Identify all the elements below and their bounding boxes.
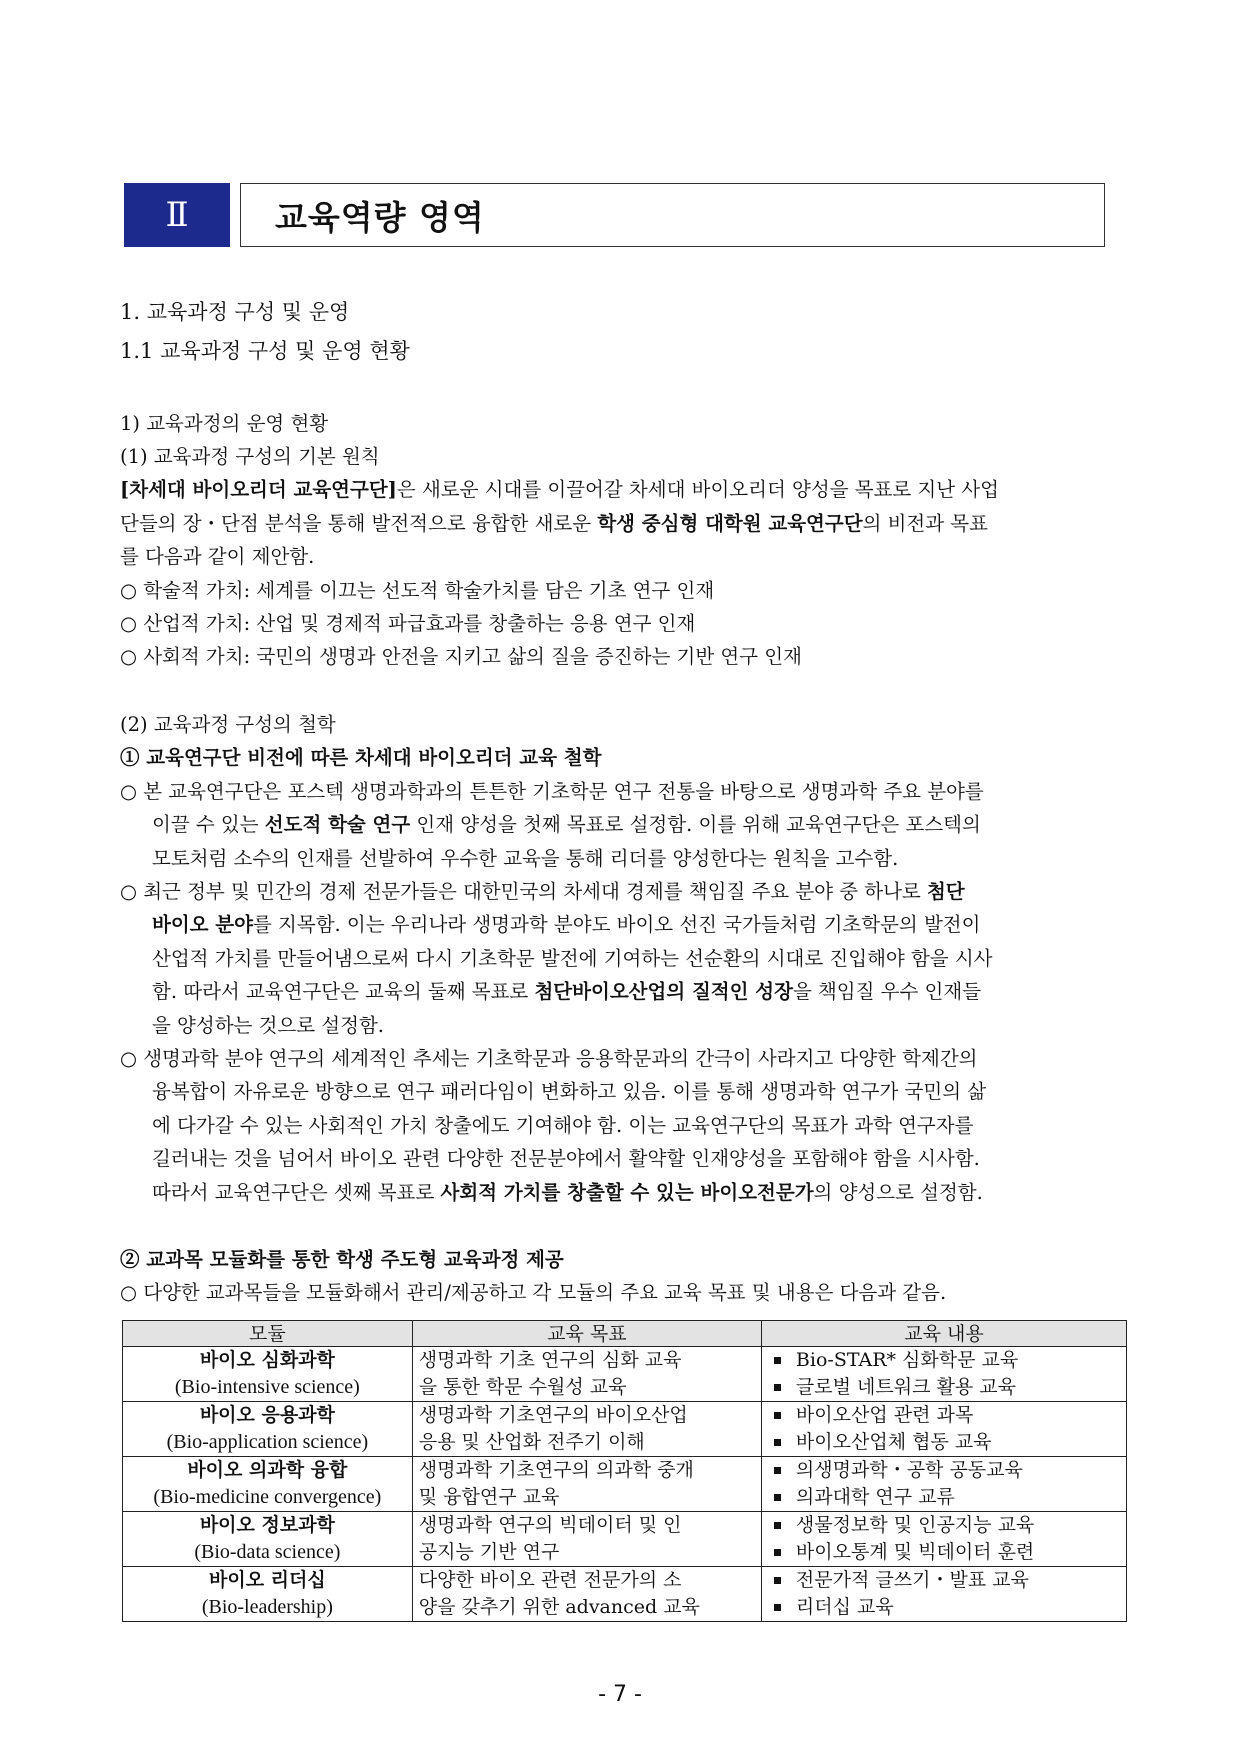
heading-1-1: 1.1 교육과정 구성 및 운영 현황	[120, 339, 410, 363]
value-item: ○ 산업적 가치: 산업 및 경제적 파급효과를 창출하는 응용 연구 인재	[120, 612, 696, 635]
subsection-heading: (1) 교육과정 구성의 기본 원칙	[120, 445, 380, 468]
paragraph-line	[152, 980, 981, 1004]
subsection-heading: (2) 교육과정 구성의 철학	[120, 713, 336, 736]
text: 을 책임질 우수 인재들	[792, 980, 982, 1003]
paragraph-line	[120, 880, 965, 904]
module-cell	[123, 1457, 413, 1512]
content-cell	[761, 1567, 1126, 1622]
module-name-ko: 바이오 리더십	[208, 1569, 326, 1591]
intro-text: 단들의 장・단점 분석을 통해 발전적으로 융합한 새로운	[120, 512, 598, 535]
goal-line: 응용 및 산업화 전주기 이해	[418, 1431, 645, 1453]
goal-line: 다양한 바이오 관련 전문가의 소	[418, 1569, 682, 1591]
table-header-cell: 모듈	[123, 1321, 413, 1347]
paragraph-line: 산업적 가치를 만들어냄으로써 다시 기초학문 발전에 기여하는 선순환의 시대로 진입해야 함을 시사	[152, 947, 993, 970]
chapter-number: Ⅱ	[124, 183, 230, 247]
intro-line-1	[120, 478, 999, 502]
goal-cell	[412, 1567, 761, 1622]
emphasis-text: 사회적 가치를 창출할 수 있는 바이오전문가	[440, 1181, 814, 1204]
program-name: [차세대 바이오리더 교육연구단]	[120, 478, 397, 501]
goal-cell	[412, 1457, 761, 1512]
text: 이끌 수 있는	[152, 813, 265, 836]
content-bullet: Bio-STAR* 심화학문 교육	[768, 1347, 1120, 1374]
content-bullet: 의과대학 연구 교류	[768, 1484, 1120, 1511]
content-bullet: 생물정보학 및 인공지능 교육	[768, 1512, 1120, 1539]
content-bullet: 글로벌 네트워크 활용 교육	[768, 1374, 1120, 1401]
goal-line: 생명과학 기초 연구의 심화 교육	[418, 1349, 682, 1371]
text: 를 지목함. 이는 우리나라 생명과학 분야도 바이오 선진 국가들처럼 기초학문의 발전이	[252, 913, 981, 936]
module-name-ko: 바이오 심화과학	[199, 1349, 335, 1371]
table-row	[123, 1512, 1127, 1567]
module-name-en: (Bio-intensive science)	[174, 1376, 360, 1398]
paragraph-line: ○ 생명과학 분야 연구의 세계적인 추세는 기초학문과 응용학문과의 간극이 사라지고 다양한 학제간의	[120, 1047, 978, 1070]
paragraph-line: 을 양성하는 것으로 설정함.	[152, 1014, 385, 1037]
goal-line: 공지능 기반 연구	[418, 1541, 560, 1563]
value-item: ○ 학술적 가치: 세계를 이끄는 선도적 학술가치를 담은 기초 연구 인재	[120, 579, 715, 602]
emphasis-text: 학생 중심형 대학원 교육연구단	[597, 512, 863, 535]
emphasis-text: 선도적 학술 연구	[264, 813, 411, 836]
module-name-ko: 바이오 응용과학	[199, 1404, 335, 1426]
intro-line-3: 를 다음과 같이 제안함.	[120, 545, 315, 568]
paragraph-line	[152, 813, 981, 837]
text: 인재 양성을 첫째 목표로 설정함. 이를 위해 교육연구단은 포스텍의	[410, 813, 981, 836]
paragraph-line: 융복합이 자유로운 방향으로 연구 패러다임이 변화하고 있음. 이를 통해 생명과학 연구가 국민의 삶	[152, 1080, 987, 1103]
chapter-title-box	[240, 183, 1105, 247]
paragraph-line: 길러내는 것을 넘어서 바이오 관련 다양한 전문분야에서 활약할 인재양성을 포함해야 함을 시사함.	[152, 1147, 980, 1170]
paragraph-line: 모토처럼 소수의 인재를 선발하여 우수한 교육을 통해 리더를 양성한다는 원칙을 고수함.	[152, 847, 899, 870]
table-row	[123, 1347, 1127, 1402]
module-table	[122, 1320, 1127, 1622]
paragraph-line	[152, 1181, 983, 1205]
content-bullet: 바이오산업 관련 과목	[768, 1402, 1120, 1429]
goal-cell	[412, 1402, 761, 1457]
goal-line: 생명과학 기초연구의 바이오산업	[418, 1404, 688, 1426]
goal-line: 을 통한 학문 수월성 교육	[418, 1376, 627, 1398]
table-header-cell: 교육 내용	[761, 1321, 1126, 1347]
text: ○ 최근 정부 및 민간의 경제 전문가들은 대한민국의 차세대 경제를 책임질 주요 분야 중 하나로	[120, 880, 927, 903]
module-name-ko: 바이오 정보과학	[199, 1514, 335, 1536]
section-heading: 1) 교육과정의 운영 현황	[120, 412, 329, 435]
table-header-row	[123, 1321, 1127, 1347]
paragraph-line: ○ 본 교육연구단은 포스텍 생명과학과의 튼튼한 기초학문 연구 전통을 바탕으로 생명과학 주요 분야를	[120, 780, 984, 803]
module-cell	[123, 1347, 413, 1402]
goal-line: 생명과학 연구의 빅데이터 및 인	[418, 1514, 682, 1536]
intro-text: 은 새로운 시대를 이끌어갈 차세대 바이오리더 양성을 목표로 지난 사업	[396, 478, 999, 501]
emphasis-text: 바이오 분야	[152, 913, 253, 936]
module-name-en: (Bio-data science)	[194, 1541, 341, 1563]
paragraph-line: 에 다가갈 수 있는 사회적인 가치 창출에도 기여해야 함. 이는 교육연구단의 목표가 과학 연구자를	[152, 1114, 974, 1137]
goal-line: 및 융합연구 교육	[418, 1486, 560, 1508]
page-number: - 7 -	[598, 1682, 642, 1707]
table-header-cell: 교육 목표	[412, 1321, 761, 1347]
paragraph-line	[152, 913, 980, 937]
module-name-en: (Bio-leadership)	[201, 1596, 333, 1618]
emphasis-text: 첨단바이오산업의 질적인 성장	[534, 980, 793, 1003]
content-bullet: 바이오통계 및 빅데이터 훈련	[768, 1539, 1120, 1566]
content-bullet: 리더십 교육	[768, 1594, 1120, 1621]
content-bullet: 전문가적 글쓰기・발표 교육	[768, 1567, 1120, 1594]
emphasis-text: 첨단	[926, 880, 965, 903]
paragraph-line: ○ 다양한 교과목들을 모듈화해서 관리/제공하고 각 모듈의 주요 교육 목표 및 내용은 다음과 같음.	[120, 1281, 947, 1304]
content-cell	[761, 1402, 1126, 1457]
module-cell	[123, 1567, 413, 1622]
chapter-title: 교육역량 영역	[275, 197, 485, 237]
content-bullet: 의생명과학・공학 공동교육	[768, 1457, 1120, 1484]
goal-line: 양을 갖추기 위한 advanced 교육	[418, 1596, 700, 1618]
intro-text: 의 비전과 목표	[862, 512, 988, 535]
module-name-en: (Bio-medicine convergence)	[153, 1486, 382, 1508]
heading-1: 1. 교육과정 구성 및 운영	[120, 300, 350, 324]
table-row	[123, 1457, 1127, 1512]
goal-cell	[412, 1512, 761, 1567]
text: 의 양성으로 설정함.	[813, 1181, 983, 1204]
intro-line-2	[120, 512, 988, 536]
chapter-header	[124, 183, 1105, 247]
table-row	[123, 1402, 1127, 1457]
philosophy-2-title: ② 교과목 모듈화를 통한 학생 주도형 교육과정 제공	[120, 1248, 564, 1271]
text: 따라서 교육연구단은 셋째 목표로	[152, 1181, 441, 1204]
content-cell	[761, 1512, 1126, 1567]
content-bullet: 바이오산업체 협동 교육	[768, 1429, 1120, 1456]
table-row	[123, 1567, 1127, 1622]
module-cell	[123, 1512, 413, 1567]
content-cell	[761, 1457, 1126, 1512]
goal-line: 생명과학 기초연구의 의과학 중개	[418, 1459, 694, 1481]
text: 함. 따라서 교육연구단은 교육의 둘째 목표로	[152, 980, 535, 1003]
goal-cell	[412, 1347, 761, 1402]
module-cell	[123, 1402, 413, 1457]
value-item: ○ 사회적 가치: 국민의 생명과 안전을 지키고 삶의 질을 증진하는 기반 연구 인재	[120, 645, 802, 668]
content-cell	[761, 1347, 1126, 1402]
module-name-en: (Bio-application science)	[166, 1431, 369, 1453]
module-name-ko: 바이오 의과학 융합	[187, 1459, 348, 1481]
philosophy-1-title: ① 교육연구단 비전에 따른 차세대 바이오리더 교육 철학	[120, 746, 602, 769]
